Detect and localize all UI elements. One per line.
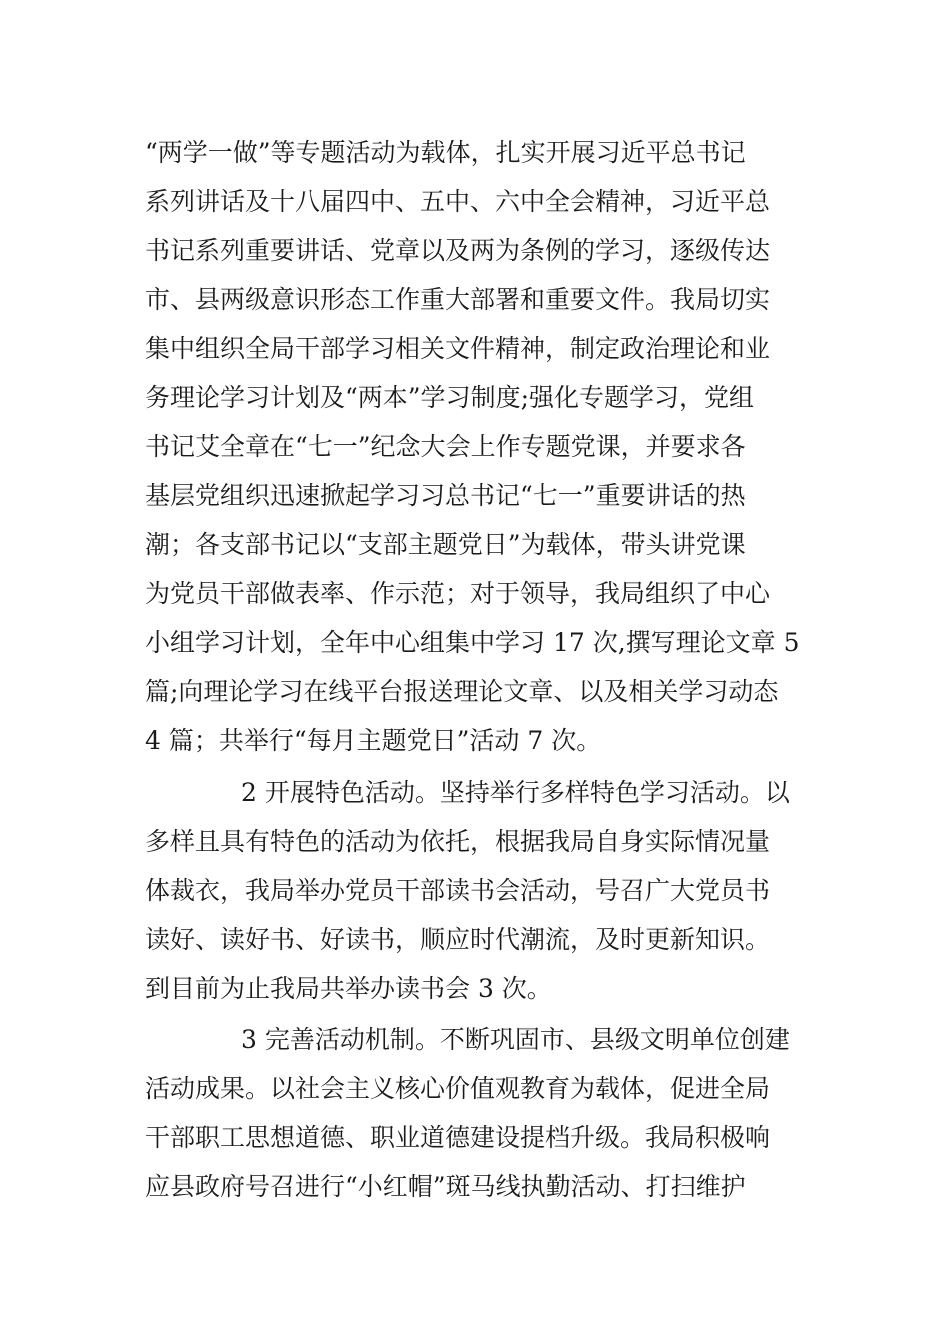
text-line: 4 篇；共举行“每月主题党日”活动 7 次。 — [145, 726, 602, 755]
paragraph-heading-line: 3 完善活动机制。不断巩固市、县级文明单位创建 — [241, 1025, 790, 1054]
text-line: 干部职工思想道德、职业道德建设提档升级。我局积极响 — [145, 1123, 771, 1152]
text-line: 潮；各支部书记以“支部主题党日”为载体，带头讲党课 — [145, 530, 746, 559]
text-line: 书记艾全章在“七一”纪念大会上作专题党课，并要求各 — [145, 432, 746, 461]
text-line: 为党员干部做表率、作示范；对于领导，我局组织了中心 — [145, 579, 771, 608]
paragraph-3 — [145, 1015, 815, 1211]
text-line: 基层党组织迅速掀起学习习总书记“七一”重要讲话的热 — [145, 481, 746, 510]
text-line: 务理论学习计划及“两本”学习制度;强化专题学习，党组 — [145, 383, 754, 412]
paragraph-heading-line: 2 开展特色活动。坚持举行多样特色学习活动。以 — [241, 778, 790, 807]
text-line: 市、县两级意识形态工作重大部署和重要文件。我局切实 — [145, 285, 771, 314]
text-line: 系列讲话及十八届四中、五中、六中全会精神，习近平总 — [145, 187, 771, 216]
text-line: 读好、读好书、好读书，顺应时代潮流，及时更新知识。 — [145, 925, 771, 954]
text-line: 书记系列重要讲话、党章以及两为条例的学习，逐级传达 — [145, 236, 771, 265]
text-line: 应县政府号召进行“小红帽”斑马线执勤活动、打扫维护 — [145, 1172, 746, 1201]
text-line: 集中组织全局干部学习相关文件精神，制定政治理论和业 — [145, 334, 771, 363]
text-line: 到目前为止我局共举办读书会 3 次。 — [145, 974, 552, 1003]
text-line: 篇;向理论学习在线平台报送理论文章、以及相关学习动态 — [145, 677, 779, 706]
paragraph-2 — [145, 768, 815, 1013]
text-line: “两学一做”等专题活动为载体，扎实开展习近平总书记 — [145, 138, 746, 167]
paragraph-1 — [145, 128, 815, 765]
text-line: 小组学习计划，全年中心组集中学习 17 次,撰写理论文章 5 — [145, 628, 800, 657]
text-line: 体裁衣，我局举办党员干部读书会活动，号召广大党员书 — [145, 876, 771, 905]
text-line: 多样且具有特色的活动为依托，根据我局自身实际情况量 — [145, 827, 771, 856]
text-line: 活动成果。以社会主义核心价值观教育为载体，促进全局 — [145, 1074, 771, 1103]
